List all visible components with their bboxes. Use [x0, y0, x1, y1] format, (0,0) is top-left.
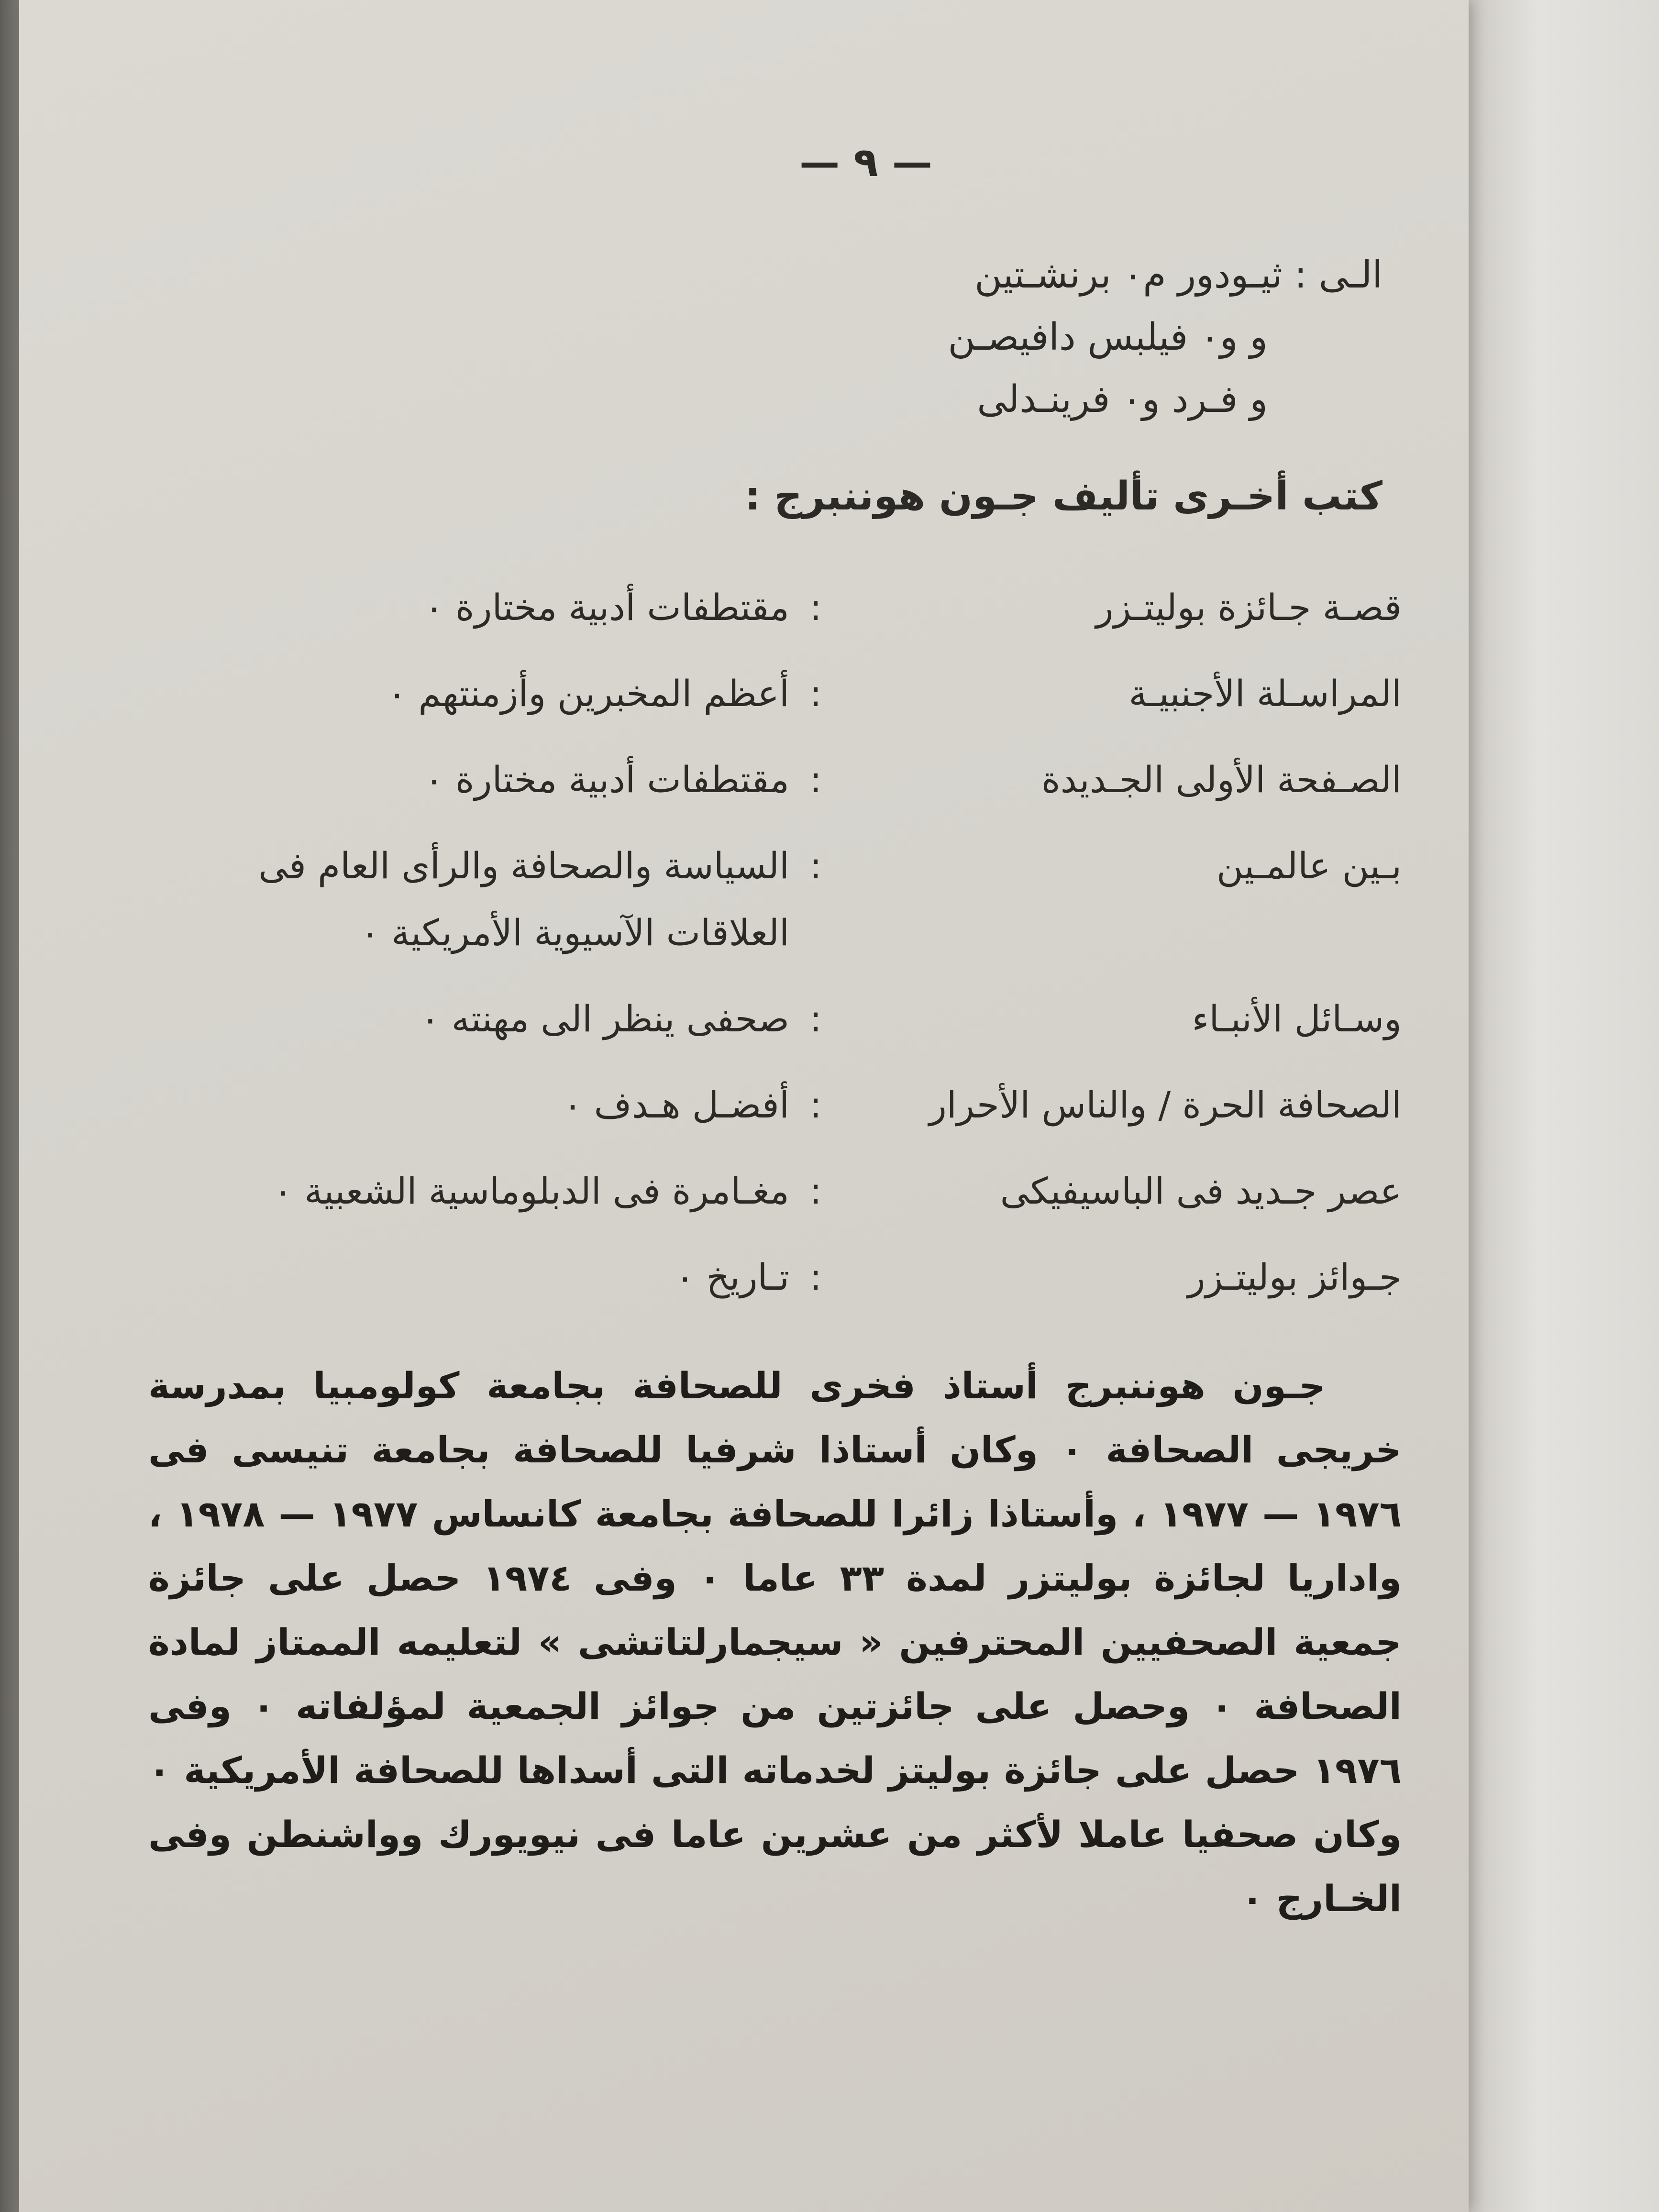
- book-separator: :: [809, 672, 822, 715]
- dedication-line: الـى : ثيـودور م٠ برنشـتين: [974, 254, 1382, 297]
- book-title: بـين عالمـين: [1216, 844, 1402, 887]
- book-description: السياسة والصحافة والرأى العام فى العلاقات الآسيوية الأمريكية ٠: [258, 844, 789, 954]
- book-description: مقتطفات أدبية مختارة ٠: [424, 586, 789, 629]
- book-page: [19, 0, 1469, 2212]
- dedication: [761, 244, 1382, 431]
- book-description: مقتطفات أدبية مختارة ٠: [424, 758, 789, 801]
- book-separator: :: [809, 1084, 822, 1126]
- book-title: قصـة جـائزة بوليتـزر: [1095, 586, 1402, 629]
- book-row: [177, 985, 1402, 1052]
- book-description: أفضـل هـدف ٠: [563, 1084, 789, 1126]
- next-page-edge: [1458, 0, 1659, 2212]
- book-row: [177, 832, 1402, 966]
- book-title: وسـائل الأنبـاء: [1192, 997, 1402, 1040]
- book-row: [177, 1244, 1402, 1311]
- book-separator: :: [809, 1170, 822, 1212]
- book-description: تـاريخ ٠: [675, 1256, 789, 1298]
- book-separator: :: [809, 758, 822, 801]
- book-description: مغـامرة فى الدبلوماسية الشعبية ٠: [273, 1170, 789, 1212]
- page-number: — ٩ —: [799, 139, 932, 186]
- book-separator: :: [809, 586, 822, 629]
- books-list: [177, 574, 1402, 1330]
- book-title: المراسـلة الأجنبيـة: [1128, 672, 1402, 715]
- book-title: الصحافة الحرة / والناس الأحرار: [929, 1084, 1402, 1126]
- book-description: صحفى ينظر الى مهنته ٠: [420, 997, 789, 1040]
- book-title: عصر جـديد فى الباسيفيكى: [1000, 1170, 1402, 1212]
- book-title: جـوائز بوليتـزر: [1187, 1256, 1402, 1298]
- other-books-heading: كتب أخـرى تأليف جـون هوننبرج :: [744, 474, 1382, 519]
- biography-paragraph: جـون هوننبرج أستاذ فخرى للصحافة بجامعة كولومبيا بمدرسة خريجى الصحافة ٠ وكان أستاذا شرفيا للصحافة بجامعة تنيسى فى ١٩٧٦ — ١٩٧٧ ، وأستاذا زائرا للصحافة بجامعة كانساس ١٩٧٧ — ١٩٧٨ ، واداريا لجائزة بوليتزر لمدة ٣٣ عاما ٠ وفى ١٩٧٤ حصل على جائزة جمعية الصحفيين المحترفين « سيجمارلتاتشى » لتعليمه الممتاز لمادة الصحافة ٠ وحصل على جائزتين من جوائز الجمعية لمؤلفاته ٠ وفى ١٩٧٦ حصل على جائزة بوليتز لخدماته التى أسداها للصحافة الأمريكية ٠ وكان صحفيا عاملا لأكثر من عشرين عاما فى نيويورك وواشنطن وفى الخـارج ٠: [148, 1364, 1402, 1920]
- book-separator: :: [809, 1256, 822, 1298]
- book-separator: :: [809, 844, 822, 887]
- book-row: [177, 1158, 1402, 1225]
- book-row: [177, 746, 1402, 813]
- book-separator: :: [809, 997, 822, 1040]
- dedication-line: و فـرد و٠ فرينـدلى: [977, 378, 1268, 421]
- book-row: [177, 1072, 1402, 1139]
- author-biography: [148, 1354, 1402, 1931]
- book-description: أعظم المخبرين وأزمنتهم ٠: [387, 672, 789, 715]
- book-row: [177, 574, 1402, 641]
- book-row: [177, 660, 1402, 727]
- book-title: الصـفحة الأولى الجـديدة: [1041, 758, 1402, 801]
- dedication-line: و و٠ فيلبس دافيصـن: [948, 316, 1268, 359]
